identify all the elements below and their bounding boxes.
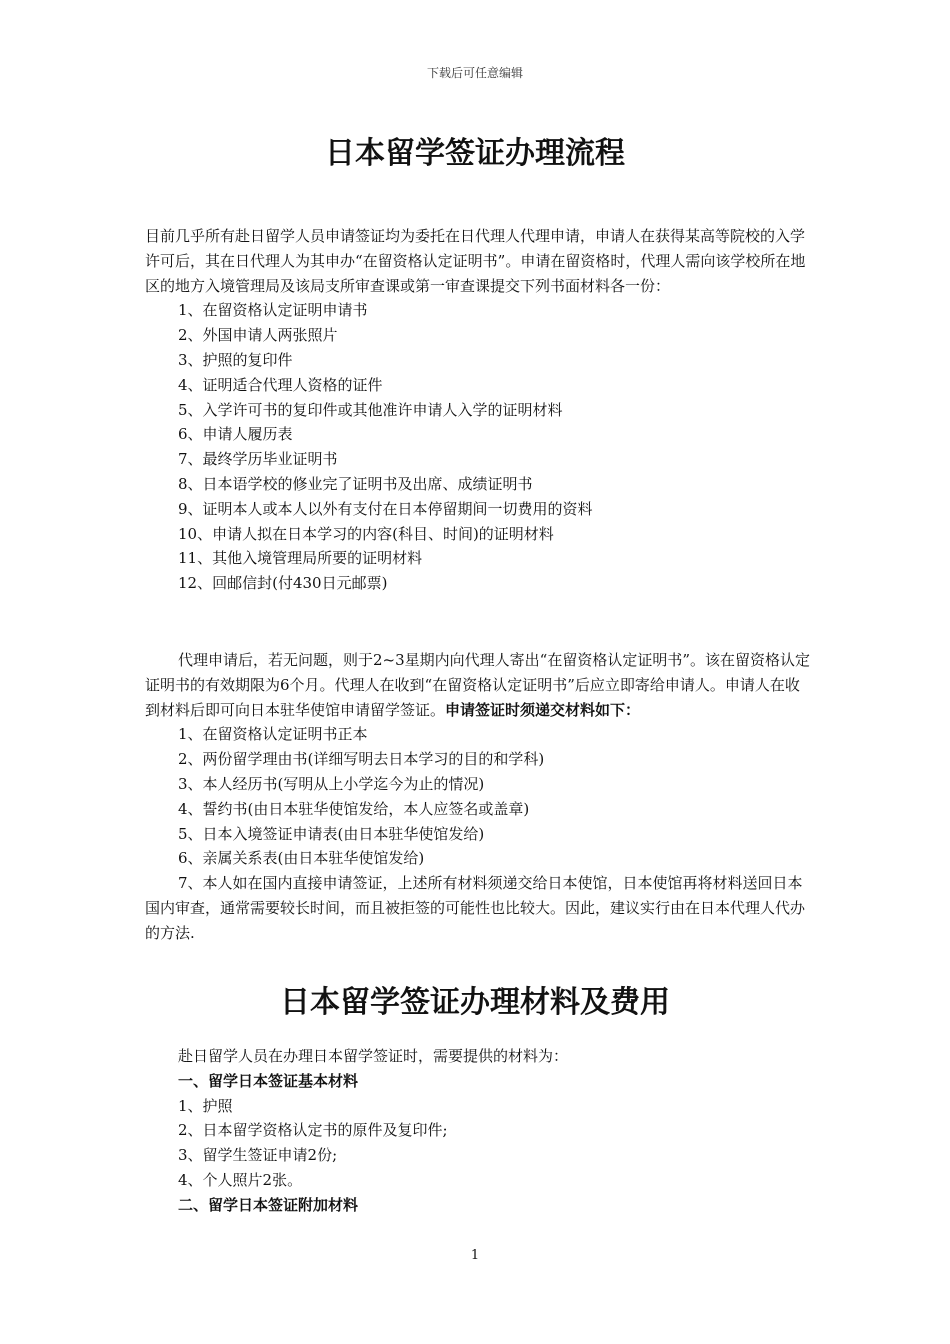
agent-paragraph <box>145 648 810 722</box>
list-item: 9、证明本人或本人以外有支付在日本停留期间一切费用的资料 <box>178 499 593 518</box>
list-item: 12、回邮信封(付430日元邮票) <box>178 574 388 593</box>
list-item: 1、护照 <box>178 1096 233 1115</box>
list-item: 2、日本留学资格认定书的原件及复印件; <box>178 1121 448 1140</box>
application-materials-heading: 申请签证时须递交材料如下： <box>445 700 641 719</box>
required-materials-list <box>145 298 810 596</box>
list-item: 8、日本语学校的修业完了证明书及出席、成绩证明书 <box>178 474 533 493</box>
section-visa-application <box>145 648 810 946</box>
list-item: 11、其他入境管理局所要的证明材料 <box>178 549 423 568</box>
list-item: 1、在留资格认定证明申请书 <box>178 301 368 320</box>
list-item: 4、个人照片2张。 <box>178 1170 303 1189</box>
list-item: 2、外国申请人两张照片 <box>178 326 338 345</box>
page-title: 日本留学签证办理流程 <box>325 136 625 171</box>
list-item: 5、入学许可书的复印件或其他准许申请人入学的证明材料 <box>178 400 563 419</box>
list-item: 5、日本入境签证申请表(由日本驻华使馆发给) <box>178 824 485 843</box>
basic-materials-heading: 一、留学日本签证基本材料 <box>178 1071 359 1090</box>
list-item: 6、申请人履历表 <box>178 425 293 444</box>
additional-materials-heading: 二、留学日本签证附加材料 <box>178 1195 359 1214</box>
list-item: 2、两份留学理由书(详细写明去日本学习的目的和学科) <box>178 750 545 769</box>
section-visa-process <box>145 224 810 596</box>
list-item: 4、证明适合代理人资格的证件 <box>178 375 383 394</box>
list-item: 1、在留资格认定证明书正本 <box>178 725 368 744</box>
agent-paragraph-text: 代理申请后，若无问题，则于2~3星期内向代理人寄出“在留资格认定证明书”。该在留资格认定证明书的有效期限为6个月。代理人在收到“在留资格认定证明书”后应立即寄给申请人。申请人在收到材料后即可向日本驻华使馆申请留学签证。 <box>145 651 810 719</box>
list-item: 4、誓约书(由日本驻华使馆发给，本人应签名或盖章) <box>178 799 530 818</box>
list-item: 3、本人经历书(写明从上小学迄今为止的情况) <box>178 774 485 793</box>
list-item: 3、留学生签证申请2份; <box>178 1146 338 1165</box>
direct-application-paragraph: 7、本人如在国内直接申请签证，上述所有材料须递交给日本使馆，日本使馆再将材料送回日本国内审查，通常需要较长时间，而且被拒签的可能性也比较大。因此，建议实行由在日本代理人代办的方法. <box>145 874 806 942</box>
page-number: 1 <box>470 1248 480 1263</box>
list-item: 7、最终学历毕业证明书 <box>178 450 338 469</box>
list-item: 3、护照的复印件 <box>178 350 293 369</box>
intro-paragraph: 目前几乎所有赴日留学人员申请签证均为委托在日代理人代理申请，申请人在获得某高等院校的入学许可后，其在日代理人为其申办“在留资格认定证明书”。申请在留资格时，代理人需向该学校所在地区的地方入境管理局及该局支所审查课或第一审查课提交下列书面材料各一份： <box>145 227 806 295</box>
header-note: 下载后可任意编辑 <box>426 66 523 80</box>
application-materials-list <box>145 722 810 871</box>
list-item: 6、亲属关系表(由日本驻华使馆发给) <box>178 849 425 868</box>
materials-intro: 赴日留学人员在办理日本留学签证时，需要提供的材料为： <box>178 1047 569 1065</box>
section-title-materials-fees: 日本留学签证办理材料及费用 <box>280 985 670 1020</box>
section-materials <box>145 1044 810 1218</box>
list-item: 10、申请人拟在日本学习的内容(科目、时间)的证明材料 <box>178 524 554 543</box>
